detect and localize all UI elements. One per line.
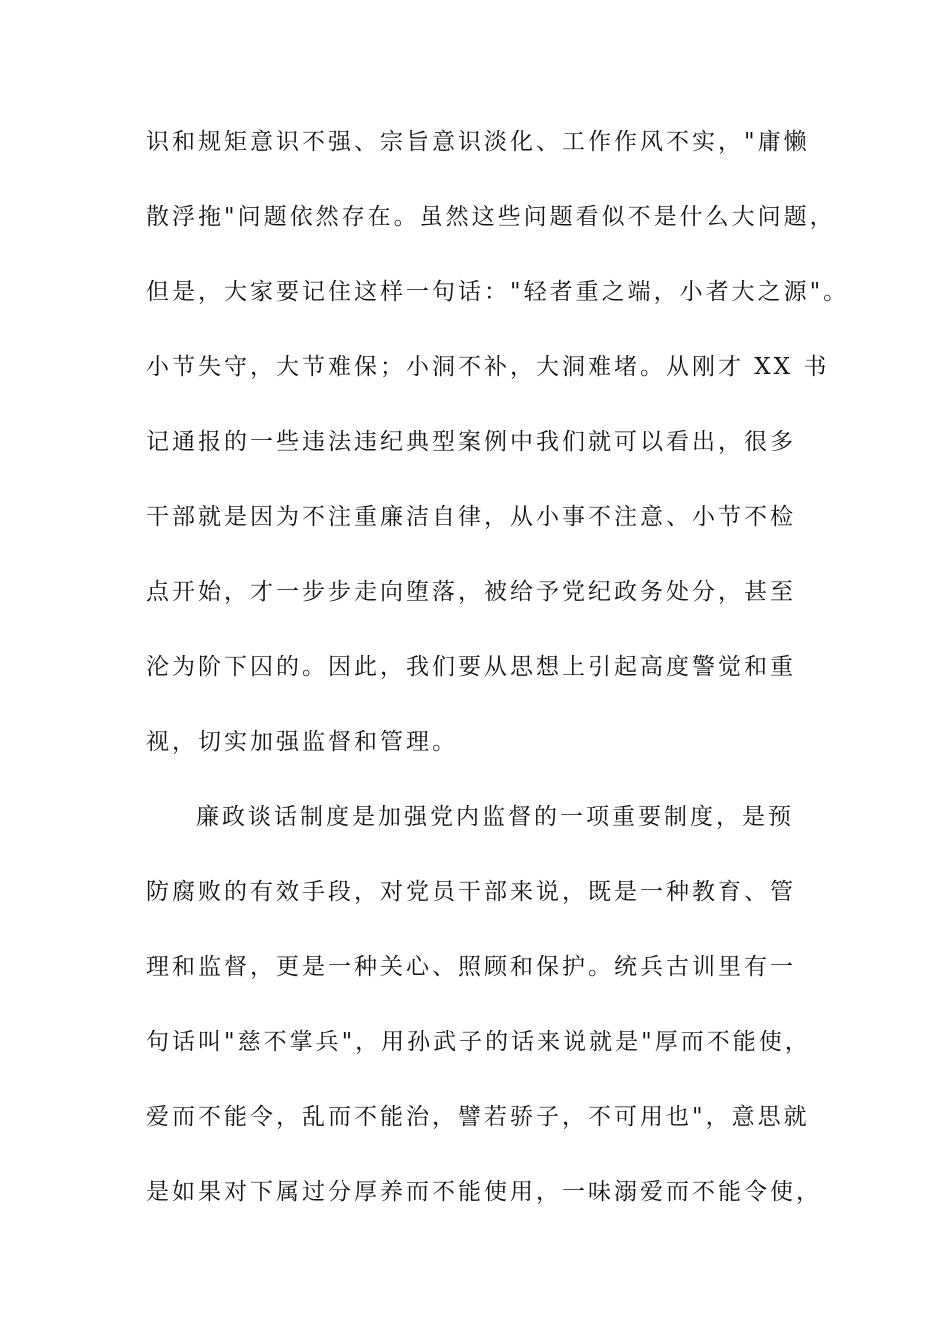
text-line: 散浮拖"问题依然存在。虽然这些问题看似不是什么大问题， [146, 204, 836, 230]
text-line: 视，切实加强监督和管理。 [146, 729, 458, 755]
text-line: 记通报的一些违法违纪典型案例中我们就可以看出，很多 [146, 429, 796, 455]
text-line: 爱而不能令，乱而不能治，譬若骄子，不可用也"，意思就 [146, 1104, 810, 1130]
text-line: 但是，大家要记住这样一句话："轻者重之端，小者大之源"。 [146, 279, 850, 305]
text-line: 沦为阶下囚的。因此，我们要从思想上引起高度警觉和重 [146, 654, 796, 680]
text-line: 小节失守，大节难保；小洞不补，大洞难堵。从刚才 XX 书 [146, 354, 830, 380]
text-line: 点开始，才一步步走向堕落，被给予党纪政务处分，甚至 [146, 579, 796, 605]
text-line: 识和规矩意识不强、宗旨意识淡化、工作作风不实，"庸懒 [146, 129, 810, 155]
text-line: 防腐败的有效手段，对党员干部来说，既是一种教育、管 [146, 879, 796, 905]
text-line: 理和监督，更是一种关心、照顾和保护。统兵古训里有一 [146, 954, 796, 980]
text-line: 是如果对下属过分厚养而不能使用，一味溺爱而不能令使， [146, 1179, 822, 1205]
text-line: 句话叫"慈不掌兵"，用孙武子的话来说就是"厚而不能使， [146, 1029, 811, 1055]
paragraph-start-line: 廉政谈话制度是加强党内监督的一项重要制度，是预 [196, 804, 794, 830]
text-line: 干部就是因为不注重廉洁自律，从小事不注意、小节不检 [146, 504, 796, 530]
